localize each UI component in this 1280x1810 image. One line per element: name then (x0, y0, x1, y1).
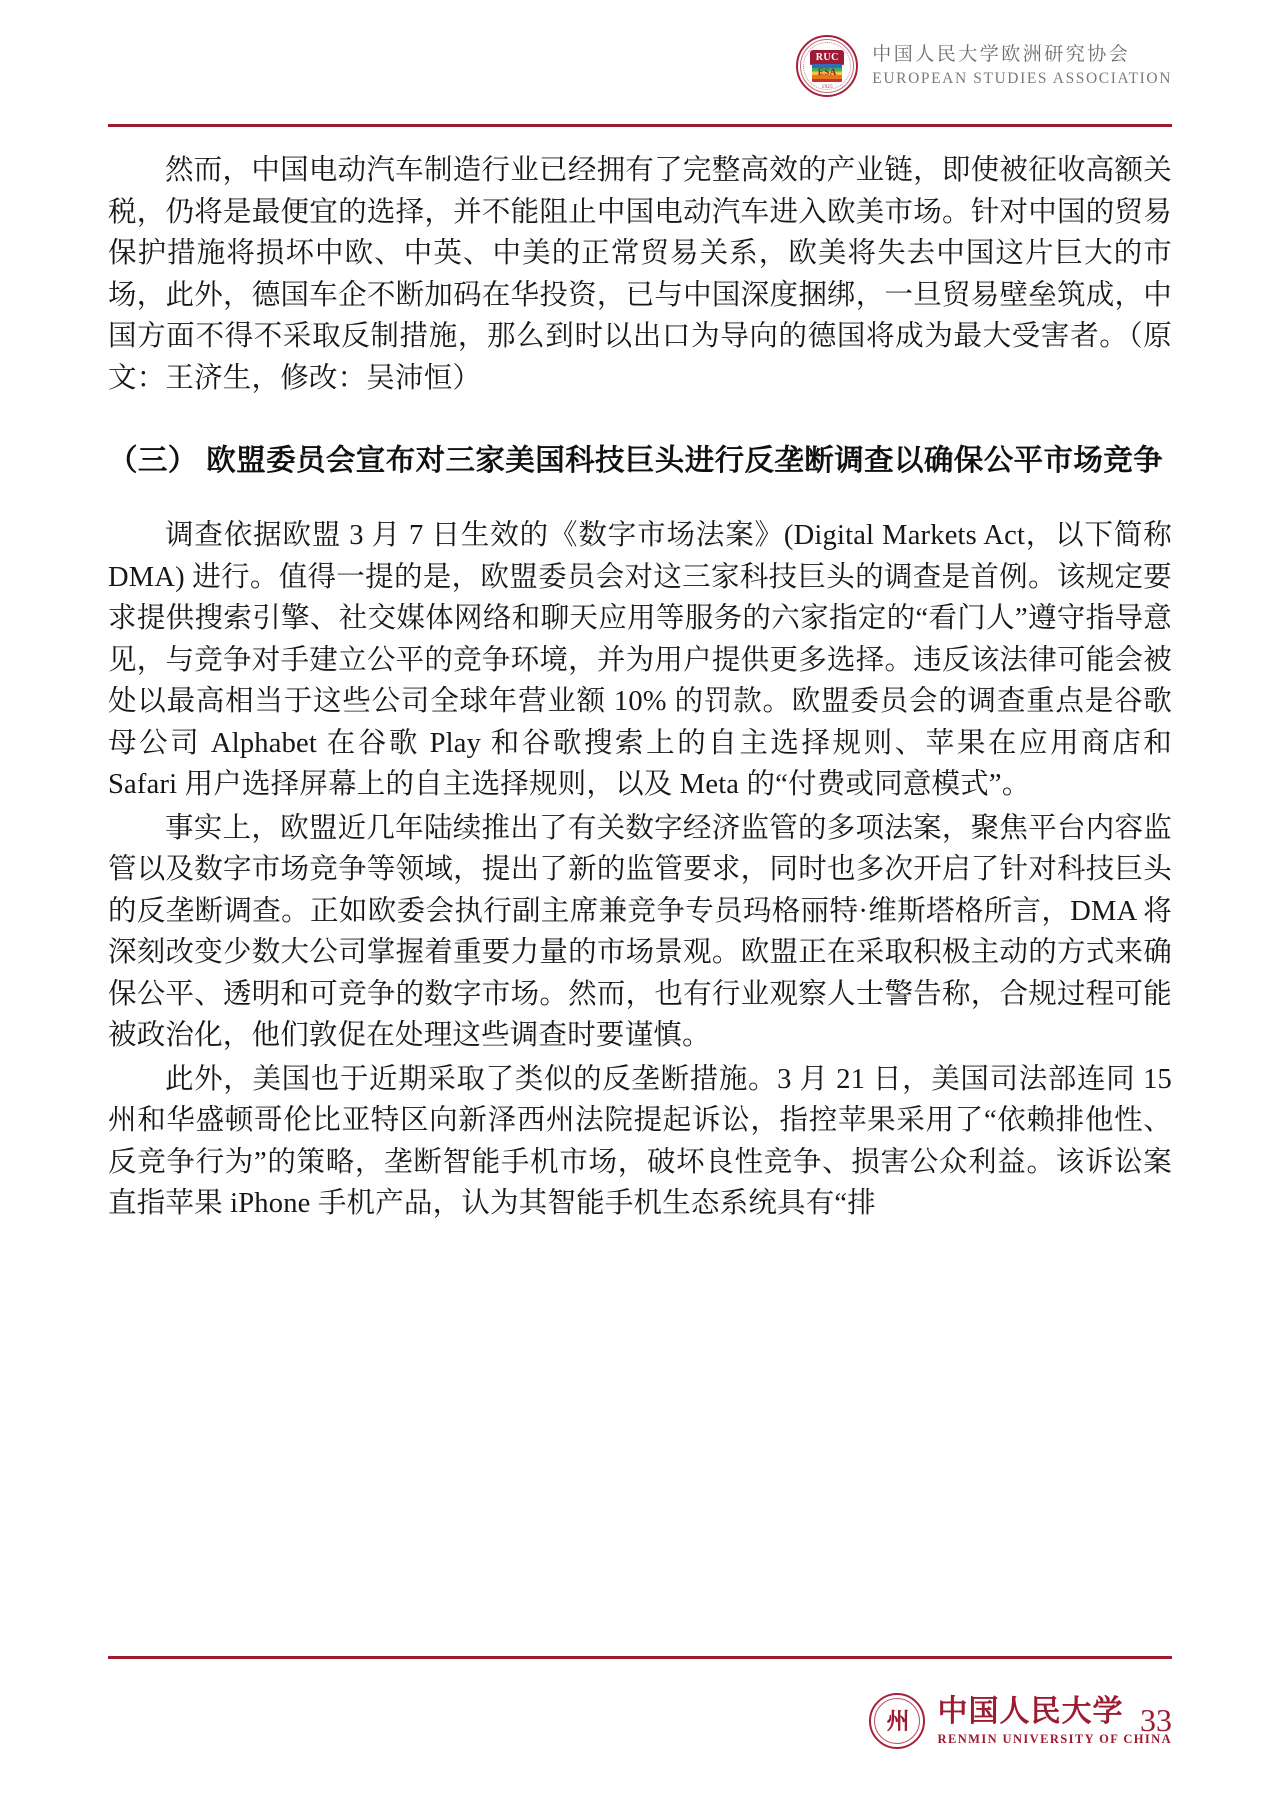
footer-university-titles (938, 1694, 1172, 1749)
footer-seal-glyph: 州 (886, 1708, 907, 1734)
university-name-chinese: 中国人民大学 (937, 1694, 1124, 1728)
org-name-english: EUROPEAN STUDIES ASSOCIATION (872, 70, 1172, 88)
ruc-esa-seal-icon (796, 35, 858, 97)
org-name-chinese: 中国人民大学欧洲研究协会 (872, 43, 1131, 65)
paragraph-1: 然而，中国电动汽车制造行业已经拥有了完整高效的产业链，即使被征收高额关税，仍将是最便宜的选择，并不能阻止中国电动汽车进入欧美市场。针对中国的贸易保护措施将损坏中欧、中英、中美的正常贸易关系，欧美将失去中国这片巨大的市场，此外，德国车企不断加码在华投资，已与中国深度捆绑，一旦贸易壁垒筑成，中国方面不得不采取反制措施，那么到时以出口为导向的德国将成为最大受害者。（原文：王济生，修改：吴沛恒） (108, 155, 1172, 394)
paragraph-2: 调查依据欧盟 3 月 7 日生效的《数字市场法案》(Digital Markets Act，以下简称 DMA) 进行。值得一提的是，欧盟委员会对这三家科技巨头的调查是首例。该规定要求提供搜索引擎、社交媒体网络和聊天应用等服务的六家指定的“看门人”遵守指导意见，与竞争对手建立公平的竞争环境，并为用户提供更多选择。违反该法律可能会被处以最高相当于这些公司全球年营业额 10% 的罚款。欧盟委员会的调查重点是谷歌母公司 Alphabet 在谷歌 Play 和谷歌搜索上的自主选择规则、苹果在应用商店和 Safari 用户选择屏幕上的自主选择规则，以及 Meta 的“付费或同意模式”。 (108, 520, 1172, 800)
paragraph-4: 此外，美国也于近期采取了类似的反垄断措施。3 月 21 日，美国司法部连同 15 州和华盛顿哥伦比亚特区向新泽西州法院提起诉讼，指控苹果采用了“依赖排他性、反竞争行为”的策略，垄断智能手机市场，破坏良性竞争、损害公众利益。该诉讼案直指苹果 iPhone 手机产品，认为其智能手机生态系统具有“排 (108, 1063, 1172, 1219)
page-content (108, 150, 1172, 1227)
header-divider-rule (108, 124, 1172, 127)
renmin-university-seal-icon (869, 1693, 925, 1749)
page-footer (108, 1676, 1172, 1766)
header-org-titles (872, 42, 1172, 91)
university-name-english: RENMIN UNIVERSITY OF CHINA (937, 1731, 1172, 1746)
page-header (0, 26, 1280, 106)
section-heading: （三） 欧盟委员会宣布对三家美国科技巨头进行反垄断调查以确保公平市场竞争 (108, 444, 1164, 477)
paragraph-3: 事实上，欧盟近几年陆续推出了有关数字经济监管的多项法案，聚焦平台内容监管以及数字市场竞争等领域，提出了新的监管要求，同时也多次开启了针对科技巨头的反垄断调查。正如欧委会执行副主席兼竞争专员玛格丽特·维斯塔格所言，DMA 将深刻改变少数大公司掌握着重要力量的市场景观。欧盟正在采取积极主动的方式来确保公平、透明和可竞争的数字市场。然而，也有行业观察人士警告称，合规过程可能被政治化，他们敦促在处理这些调查时要谨慎。 (108, 812, 1172, 1051)
ruc-badge-label: RUC (810, 50, 844, 65)
page-number: 33 (1140, 1702, 1172, 1738)
footer-divider-rule (108, 1656, 1172, 1659)
seal-year-label: 1925 (821, 85, 833, 90)
esa-flag-label: ESA (817, 67, 837, 77)
